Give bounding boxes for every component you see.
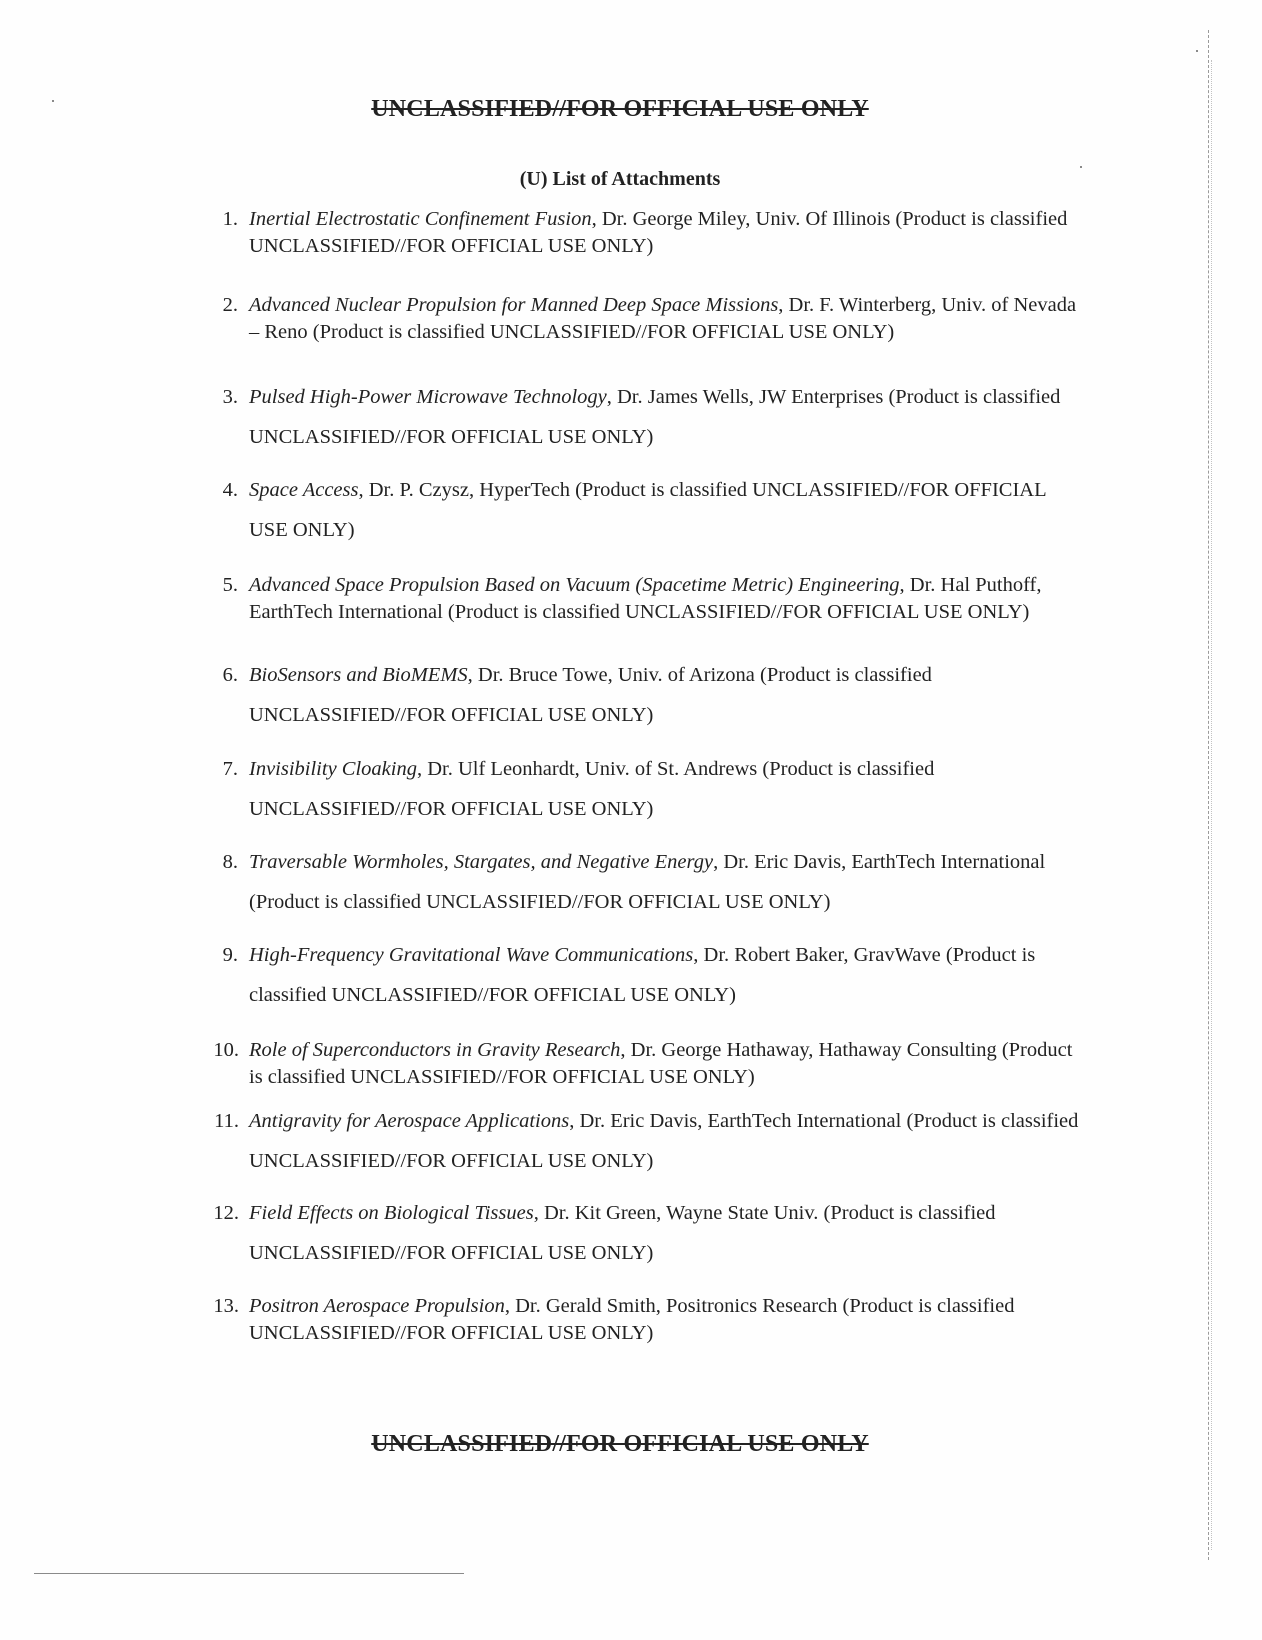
item-number: 11. (214, 1110, 239, 1132)
item-text (249, 935, 1085, 1015)
item-details: , Dr. Bruce Towe, Univ. of Arizona (Product is classified UNCLASSIFIED//FOR OFFICIAL USE ONLY) (249, 664, 932, 726)
item-text (249, 292, 1085, 346)
item-details: , Dr. James Wells, JW Enterprises (Product is classified UNCLASSIFIED//FOR OFFICIAL USE ONLY) (249, 386, 1061, 448)
scan-speck (1196, 50, 1198, 52)
item-number: 7. (222, 758, 238, 780)
item-details: , Dr. Gerald Smith, Positronics Research (Product is classified UNCLASSIFIED//FOR OFFICIAL USE ONLY) (249, 1295, 1015, 1344)
item-text (249, 655, 1085, 735)
item-details: , Dr. Hal Puthoff, EarthTech International (Product is classified UNCLASSIFIED//FOR OFFICIAL USE ONLY) (249, 574, 1042, 623)
item-number: 10. (213, 1039, 239, 1061)
item-text (249, 1101, 1085, 1181)
item-details: , Dr. Ulf Leonhardt, Univ. of St. Andrews (Product is classified UNCLASSIFIED//FOR OFFICIAL USE ONLY) (249, 758, 935, 820)
item-title: Inertial Electrostatic Confinement Fusion (249, 208, 592, 230)
item-title: Pulsed High-Power Microwave Technology (249, 386, 607, 408)
item-title: BioSensors and BioMEMS (249, 664, 468, 686)
item-number: 13. (213, 1295, 239, 1317)
item-details: , Dr. Robert Baker, GravWave (Product is classified UNCLASSIFIED//FOR OFFICIAL USE ONLY) (249, 944, 1036, 1006)
scan-edge-line (1208, 30, 1209, 1560)
item-details: , Dr. George Miley, Univ. Of Illinois (Product is classified UNCLASSIFIED//FOR OFFICIAL USE ONLY) (249, 208, 1068, 257)
item-text (249, 572, 1085, 626)
item-text (249, 1193, 1085, 1273)
item-number: 1. (222, 208, 238, 230)
item-text (249, 1037, 1085, 1091)
item-text (249, 1293, 1085, 1347)
scan-bottom-rule (34, 1573, 464, 1574)
item-text (249, 749, 1085, 829)
scan-speck (1080, 166, 1082, 168)
item-text (249, 470, 1085, 550)
page-title: (U) List of Attachments (519, 168, 721, 190)
item-title: Positron Aerospace Propulsion (249, 1295, 505, 1317)
item-details: , Dr. Eric Davis, EarthTech International (Product is classified UNCLASSIFIED//FOR OFFICIAL USE ONLY) (249, 1110, 1079, 1172)
classification-banner-top: UNCLASSIFIED//FOR OFFICIAL USE ONLY (371, 96, 869, 122)
item-details: , Dr. Kit Green, Wayne State Univ. (Product is classified UNCLASSIFIED//FOR OFFICIAL USE ONLY) (249, 1202, 996, 1264)
item-title: Antigravity for Aerospace Applications (249, 1110, 570, 1132)
item-details: , Dr. P. Czysz, HyperTech (Product is classified UNCLASSIFIED//FOR OFFICIAL USE ONLY) (249, 479, 1046, 541)
item-number: 4. (222, 479, 238, 501)
item-text (249, 377, 1085, 457)
item-number: 5. (222, 574, 238, 596)
item-number: 8. (222, 851, 238, 873)
item-title: Advanced Nuclear Propulsion for Manned Deep Space Missions (249, 294, 779, 316)
item-number: 2. (222, 294, 238, 316)
scan-speck (52, 100, 54, 102)
item-details: , Dr. F. Winterberg, Univ. of Nevada – Reno (Product is classified UNCLASSIFIED//FOR OFFICIAL USE ONLY) (249, 294, 1077, 343)
item-title: Space Access (249, 479, 359, 501)
item-title: Advanced Space Propulsion Based on Vacuum (Spacetime Metric) Engineering (249, 574, 900, 596)
item-details: , Dr. George Hathaway, Hathaway Consulting (Product is classified UNCLASSIFIED//FOR OFFICIAL USE ONLY) (249, 1039, 1073, 1088)
item-title: High-Frequency Gravitational Wave Communications (249, 944, 694, 966)
classification-banner-bottom: UNCLASSIFIED//FOR OFFICIAL USE ONLY (371, 1431, 869, 1457)
item-title: Role of Superconductors in Gravity Research (249, 1039, 621, 1061)
scan-edge-line (1211, 60, 1212, 1550)
item-title: Invisibility Cloaking (249, 758, 417, 780)
item-title: Field Effects on Biological Tissues (249, 1202, 534, 1224)
item-text (249, 206, 1085, 260)
item-title: Traversable Wormholes, Stargates, and Negative Energy (249, 851, 714, 873)
item-number: 6. (222, 664, 238, 686)
item-details: , Dr. Eric Davis, EarthTech International (Product is classified UNCLASSIFIED//FOR OFFICIAL USE ONLY) (249, 851, 1046, 913)
item-number: 12. (213, 1202, 239, 1224)
item-text (249, 842, 1085, 922)
item-number: 3. (222, 386, 238, 408)
item-number: 9. (222, 944, 238, 966)
